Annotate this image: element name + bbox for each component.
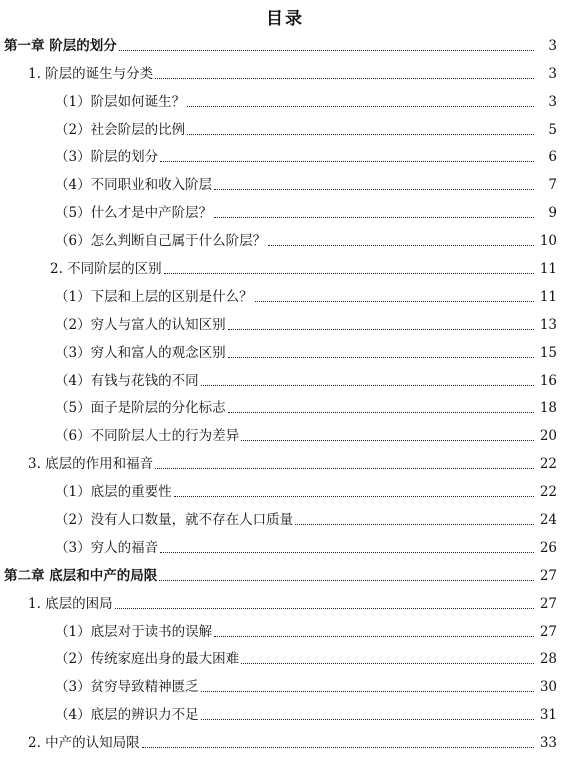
toc-entry[interactable] bbox=[0, 700, 570, 728]
dot-leader bbox=[187, 134, 534, 135]
dot-leader bbox=[241, 663, 534, 664]
toc-entry[interactable] bbox=[0, 617, 570, 645]
toc-entry-page-number: 26 bbox=[539, 539, 557, 556]
toc-entry-page-number: 13 bbox=[539, 316, 557, 333]
toc-entry-page-number: 31 bbox=[539, 707, 557, 724]
toc-entry-page-number: 27 bbox=[539, 595, 557, 612]
dot-leader bbox=[155, 468, 534, 469]
toc-list bbox=[0, 31, 570, 756]
toc-entry-label: 第二章 底层和中产的局限 bbox=[4, 567, 158, 584]
toc-entry-label: （3）穷人的福音 bbox=[55, 539, 159, 556]
toc-entry[interactable] bbox=[0, 310, 570, 338]
toc-entry-page-number: 3 bbox=[548, 65, 557, 82]
toc-entry[interactable] bbox=[0, 477, 570, 505]
toc-entry[interactable] bbox=[0, 366, 570, 394]
toc-entry-page-number: 5 bbox=[548, 121, 557, 138]
toc-entry-page-number: 22 bbox=[539, 456, 557, 473]
toc-entry[interactable] bbox=[0, 254, 570, 282]
toc-entry-page-number: 22 bbox=[539, 484, 557, 501]
dot-leader bbox=[174, 496, 534, 497]
dot-leader bbox=[119, 50, 534, 51]
toc-entry-page-number: 27 bbox=[539, 623, 557, 640]
toc-entry[interactable] bbox=[0, 672, 570, 700]
toc-entry-page-number: 11 bbox=[539, 261, 557, 278]
dot-leader bbox=[214, 217, 534, 218]
toc-entry-label: （4）不同职业和收入阶层 bbox=[55, 177, 213, 194]
toc-entry[interactable] bbox=[0, 87, 570, 115]
dot-leader bbox=[295, 524, 534, 525]
dot-leader bbox=[201, 691, 534, 692]
toc-title: 目录 bbox=[266, 9, 304, 29]
toc-entry-page-number: 9 bbox=[548, 205, 557, 222]
dot-leader bbox=[159, 580, 534, 581]
toc-entry[interactable] bbox=[0, 115, 570, 143]
toc-entry[interactable] bbox=[0, 505, 570, 533]
dot-leader bbox=[255, 301, 534, 302]
toc-entry[interactable] bbox=[0, 59, 570, 87]
toc-entry[interactable] bbox=[0, 421, 570, 449]
toc-entry-label: 2. 不同阶层的区别 bbox=[50, 261, 162, 278]
toc-entry-label: （3）穷人和富人的观念区别 bbox=[55, 344, 226, 361]
toc-entry-page-number: 15 bbox=[539, 344, 557, 361]
toc-entry-page-number: 10 bbox=[539, 233, 557, 250]
toc-entry[interactable] bbox=[0, 170, 570, 198]
toc-entry-page-number: 11 bbox=[539, 288, 557, 305]
toc-entry-label: （2）穷人与富人的认知区别 bbox=[55, 316, 226, 333]
toc-entry[interactable] bbox=[0, 143, 570, 171]
toc-entry-label: 3. 底层的作用和福音 bbox=[28, 456, 154, 473]
toc-entry-page-number: 6 bbox=[548, 149, 557, 166]
dot-leader bbox=[164, 273, 534, 274]
toc-entry-page-number: 3 bbox=[548, 93, 557, 110]
toc-entry-label: （5）什么才是中产阶层？ bbox=[55, 205, 213, 222]
toc-entry-label: 1. 底层的困局 bbox=[28, 595, 113, 612]
toc-entry[interactable] bbox=[0, 728, 570, 756]
toc-entry-label: 第一章 阶层的划分 bbox=[4, 37, 117, 54]
toc-entry[interactable] bbox=[0, 561, 570, 589]
dot-leader bbox=[201, 719, 534, 720]
toc-entry-label: （2）社会阶层的比例 bbox=[55, 121, 186, 138]
dot-leader bbox=[241, 440, 534, 441]
dot-leader bbox=[160, 552, 534, 553]
dot-leader bbox=[142, 747, 534, 748]
toc-entry-label: （1）阶层如何诞生？ bbox=[55, 93, 186, 110]
toc-entry-label: （1）底层对于读书的误解 bbox=[55, 623, 213, 640]
toc-entry[interactable] bbox=[0, 282, 570, 310]
toc-entry-page-number: 30 bbox=[539, 679, 557, 696]
toc-entry[interactable] bbox=[0, 338, 570, 366]
dot-leader bbox=[214, 636, 534, 637]
toc-entry[interactable] bbox=[0, 589, 570, 617]
toc-entry[interactable] bbox=[0, 449, 570, 477]
toc-entry-page-number: 3 bbox=[548, 37, 557, 54]
toc-entry-page-number: 20 bbox=[539, 428, 557, 445]
toc-entry-label: （5）面子是阶层的分化标志 bbox=[55, 400, 226, 417]
toc-entry-page-number: 24 bbox=[539, 512, 557, 529]
toc-entry-label: （2）传统家庭出身的最大困难 bbox=[55, 651, 240, 668]
toc-entry-label: （3）阶层的划分 bbox=[55, 149, 159, 166]
toc-entry-label: （6）怎么判断自己属于什么阶层？ bbox=[55, 233, 267, 250]
dot-leader bbox=[228, 357, 534, 358]
toc-entry-page-number: 16 bbox=[539, 372, 557, 389]
toc-entry-label: （1）底层的重要性 bbox=[55, 484, 172, 501]
dot-leader bbox=[214, 189, 534, 190]
dot-leader bbox=[268, 245, 534, 246]
dot-leader bbox=[115, 608, 534, 609]
toc-entry-label: （4）底层的辨识力不足 bbox=[55, 707, 199, 724]
toc-entry-page-number: 28 bbox=[539, 651, 557, 668]
toc-entry-label: （6）不同阶层人士的行为差异 bbox=[55, 428, 240, 445]
toc-entry[interactable] bbox=[0, 394, 570, 422]
toc-entry-label: （2）没有人口数量，就不存在人口质量 bbox=[55, 512, 294, 529]
dot-leader bbox=[201, 385, 534, 386]
toc-entry-page-number: 18 bbox=[539, 400, 557, 417]
toc-entry-page-number: 33 bbox=[539, 735, 557, 752]
toc-entry-label: （4）有钱与花钱的不同 bbox=[55, 372, 199, 389]
dot-leader bbox=[228, 412, 534, 413]
dot-leader bbox=[160, 161, 534, 162]
toc-entry[interactable] bbox=[0, 533, 570, 561]
toc-entry-page-number: 7 bbox=[548, 177, 557, 194]
toc-entry[interactable] bbox=[0, 645, 570, 673]
toc-entry[interactable] bbox=[0, 31, 570, 59]
dot-leader bbox=[228, 329, 534, 330]
dot-leader bbox=[187, 106, 534, 107]
toc-entry[interactable] bbox=[0, 198, 570, 226]
toc-entry-label: 1. 阶层的诞生与分类 bbox=[28, 65, 154, 82]
dot-leader bbox=[155, 78, 534, 79]
toc-entry-label: （1）下层和上层的区别是什么？ bbox=[55, 288, 253, 305]
toc-entry-label: 2. 中产的认知局限 bbox=[28, 735, 140, 752]
toc-entry-page-number: 27 bbox=[539, 567, 557, 584]
toc-entry-label: （3）贫穷导致精神匮乏 bbox=[55, 679, 199, 696]
toc-entry[interactable] bbox=[0, 226, 570, 254]
